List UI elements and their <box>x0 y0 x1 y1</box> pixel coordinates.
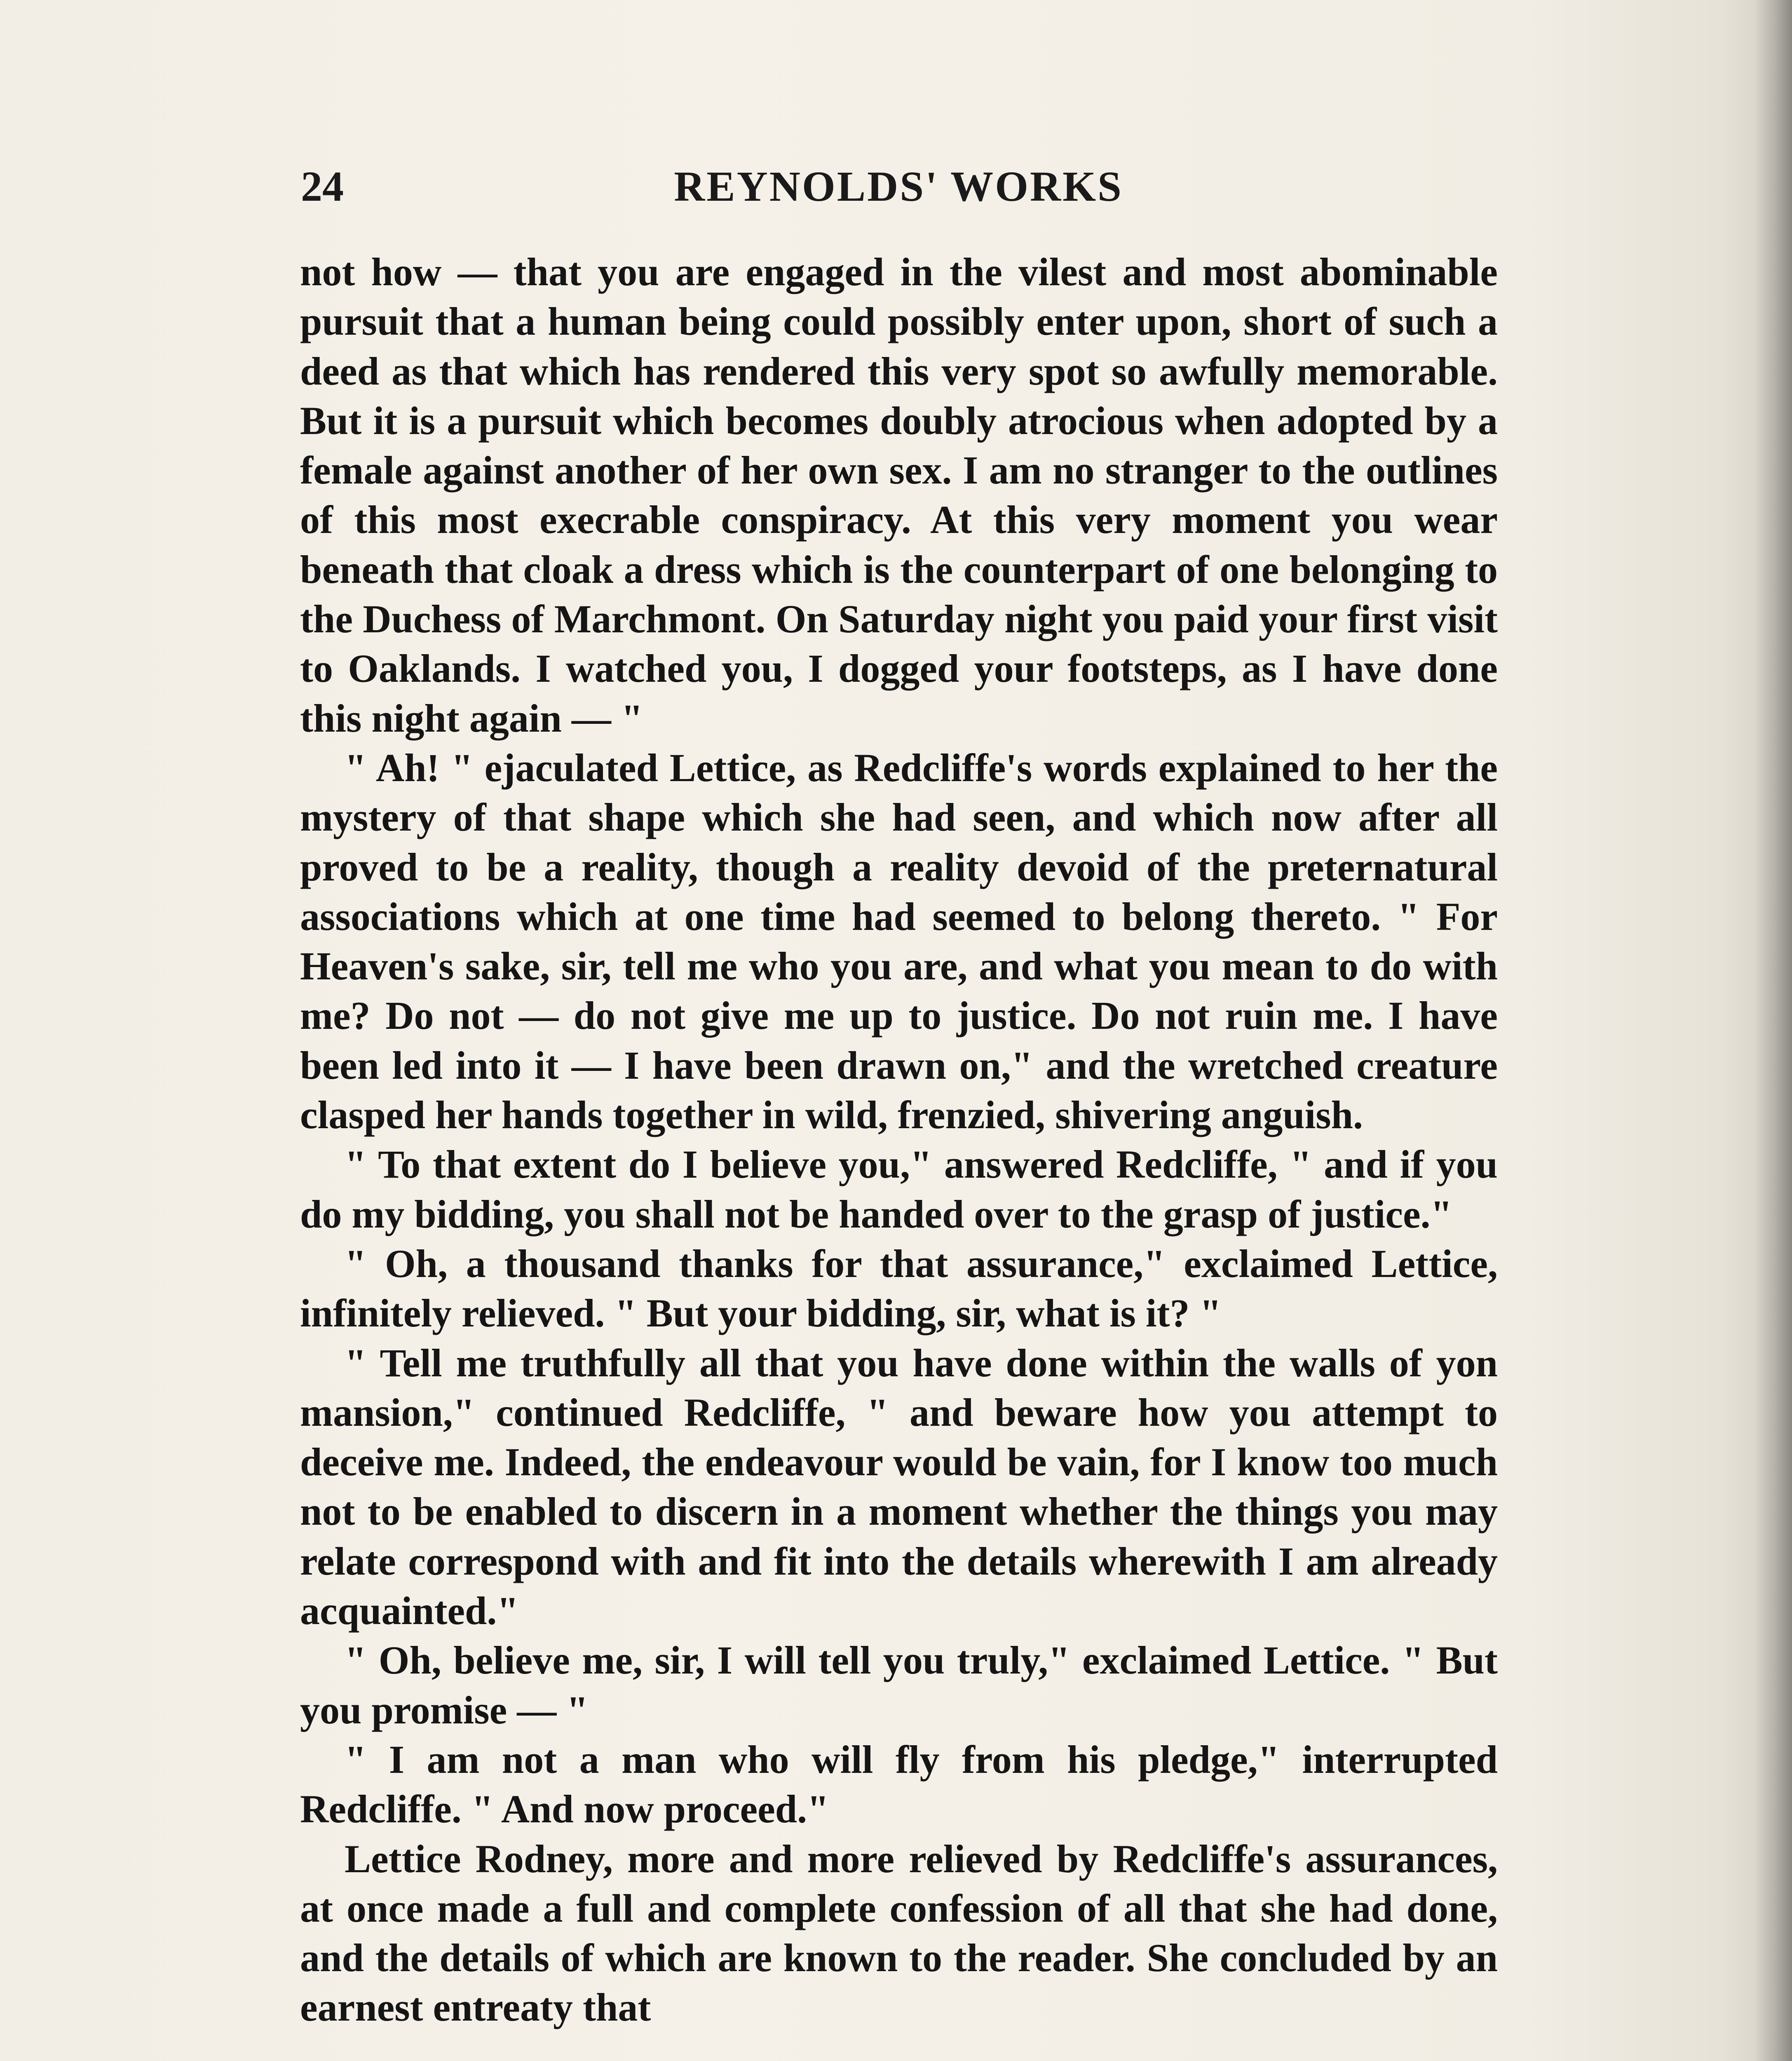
paragraph: " To that extent do I believe you," answered Redcliffe, " and if you do my bidding, you shall not be handed over to the grasp of justice." <box>300 1142 1498 1236</box>
body-text <box>300 247 1498 2033</box>
paragraph: " Tell me truthfully all that you have done within the walls of yon mansion," continued Redcliffe, " and beware how you attempt to deceive me. Indeed, the endeavour would be vain, for I know too much not to be enabled to discern in a moment whether the things you may relate correspond with and fit into the details wherewith I am already acquainted." <box>300 1340 1498 1633</box>
paragraph: not how — that you are engaged in the vilest and most abominable pursuit that a human being could possibly enter upon, short of such a deed as that which has rendered this very spot so awfully memorable. But it is a pursuit which becomes doubly atrocious when adopted by a female against another of her own sex. I am no stranger to the outlines of this most execrable conspiracy. At this very moment you wear beneath that cloak a dress which is the counterpart of one belonging to the Duchess of Marchmont. On Saturday night you paid your first visit to Oaklands. I watched you, I dogged your footsteps, as I have done this night again — " <box>300 250 1498 740</box>
paragraph: " Ah! " ejaculated Lettice, as Redcliffe's words explained to her the mystery of that shape which she had seen, and which now after all proved to be a reality, though a reality devoid of the preternatural associations which at one time had seemed to belong thereto. " For Heaven's sake, sir, tell me who you are, and what you mean to do with me? Do not — do not give me up to justice. Do not ruin me. I have been led into it — I have been drawn on," and the wretched creature clasped her hands together in wild, frenzied, shivering anguish. <box>300 745 1498 1137</box>
paragraph: " Oh, a thousand thanks for that assurance," exclaimed Lettice, infinitely relieved. " But your bidding, sir, what is it? " <box>300 1241 1498 1336</box>
running-head: REYNOLDS' WORKS <box>674 163 1123 210</box>
page-edge-shadow <box>1755 0 1792 2061</box>
page-header <box>301 160 1496 214</box>
paragraph: Lettice Rodney, more and more relieved by Redcliffe's assurances, at once made a full and complete confession of all that she had done, and the details of which are known to the reader. She concluded by an earnest entreaty that <box>300 1836 1498 2030</box>
paragraph: " I am not a man who will fly from his pledge," interrupted Redcliffe. " And now proceed." <box>300 1737 1498 1831</box>
page-number: 24 <box>301 163 344 210</box>
paragraph: " Oh, believe me, sir, I will tell you truly," exclaimed Lettice. " But you promise — " <box>300 1638 1498 1732</box>
